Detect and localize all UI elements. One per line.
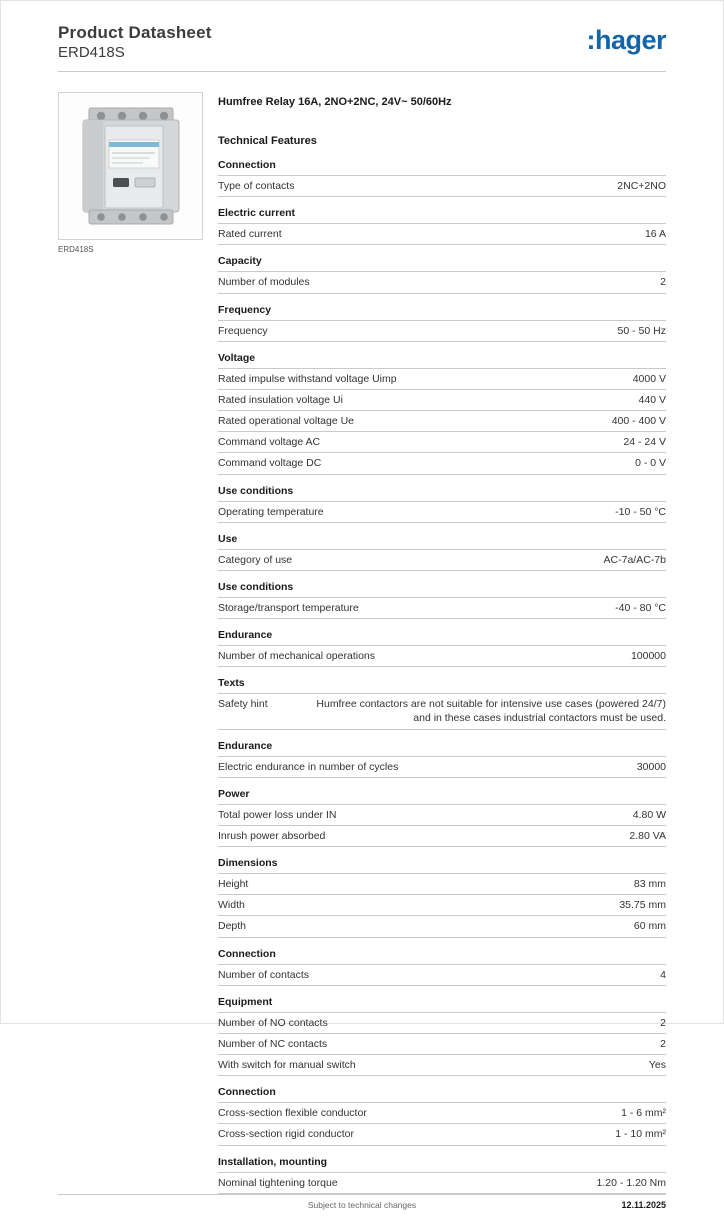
spec-row <box>218 502 666 523</box>
spec-label: Rated operational voltage Ue <box>218 415 355 428</box>
section-heading: Use conditions <box>218 581 666 598</box>
spec-label: Number of mechanical operations <box>218 650 375 663</box>
spec-value: 60 mm <box>633 920 666 933</box>
spec-row <box>218 694 666 729</box>
section-heading: Endurance <box>218 629 666 646</box>
section-heading: Power <box>218 788 666 805</box>
spec-value: 4000 V <box>632 372 666 385</box>
section-heading: Frequency <box>218 304 666 321</box>
spec-label: Rated impulse withstand voltage Uimp <box>218 372 397 385</box>
spec-label: Depth <box>218 920 247 933</box>
spec-value: 2 <box>660 1037 666 1050</box>
spec-value: 50 - 50 Hz <box>617 324 666 337</box>
spec-label: Type of contacts <box>218 180 295 192</box>
spec-row <box>218 805 666 826</box>
product-image-caption: ERD418S <box>58 245 94 254</box>
spec-label: Nominal tightening torque <box>218 1176 338 1189</box>
spec-section <box>218 996 666 1077</box>
spec-section <box>218 788 666 847</box>
spec-section <box>218 159 666 197</box>
spec-row <box>218 916 666 937</box>
spec-row <box>218 1173 666 1194</box>
section-heading: Equipment <box>218 996 666 1013</box>
spec-value: Humfree contactors are not suitable for intensive use cases (powered 24/7) and in these cases industrial contactors must be used. <box>316 698 666 725</box>
spec-label: Width <box>218 899 245 912</box>
technical-features-heading: Technical Features <box>218 135 317 147</box>
spec-value: Yes <box>648 1059 666 1072</box>
spec-label: Number of contacts <box>218 968 310 981</box>
product-code: ERD418S <box>58 44 125 61</box>
spec-label: Inrush power absorbed <box>218 829 326 842</box>
spec-value: 440 V <box>638 393 666 406</box>
spec-label: Number of modules <box>218 276 310 289</box>
spec-section <box>218 533 666 571</box>
relay-illustration <box>75 104 187 228</box>
spec-row <box>218 1124 666 1145</box>
spec-label: Category of use <box>218 553 293 566</box>
spec-value: 2.80 VA <box>629 829 666 842</box>
section-heading: Connection <box>218 1086 666 1103</box>
spec-section <box>218 485 666 523</box>
footer-note: Subject to technical changes <box>307 1199 417 1210</box>
footer-row <box>58 1200 666 1216</box>
content <box>1 72 723 1194</box>
spec-value: 35.75 mm <box>619 899 666 912</box>
section-heading: Texts <box>218 677 666 694</box>
footer-divider <box>58 1194 666 1195</box>
spec-label: Cross-section rigid conductor <box>218 1128 354 1141</box>
spec-label: Command voltage DC <box>218 457 322 470</box>
section-heading: Use <box>218 533 666 550</box>
spec-value: 2 <box>660 276 666 289</box>
spec-row <box>218 369 666 390</box>
spec-value: 1 - 6 mm² <box>621 1107 666 1120</box>
spec-value: 30000 <box>636 760 666 773</box>
spec-section <box>218 948 666 986</box>
spec-label: Cross-section flexible conductor <box>218 1107 367 1120</box>
spec-section <box>218 857 666 938</box>
spec-row <box>218 550 666 571</box>
spec-value: 1 - 10 mm² <box>615 1128 666 1141</box>
spec-value: 2NC+2NO <box>617 180 666 192</box>
spec-row <box>218 1013 666 1034</box>
spec-section <box>218 207 666 245</box>
spec-value: 400 - 400 V <box>611 415 666 428</box>
spec-value: 0 - 0 V <box>635 457 666 470</box>
section-heading: Use conditions <box>218 485 666 502</box>
spec-label: Height <box>218 878 249 891</box>
spec-value: 4 <box>660 968 666 981</box>
spec-value: 24 - 24 V <box>623 436 666 449</box>
spec-value: 1.20 - 1.20 Nm <box>596 1176 666 1189</box>
spec-section <box>218 1086 666 1145</box>
spec-label: With switch for manual switch <box>218 1059 356 1072</box>
spec-value: 83 mm <box>633 878 666 891</box>
spec-row <box>218 176 666 197</box>
spec-value: AC-7a/AC-7b <box>603 553 666 566</box>
spec-row <box>218 826 666 847</box>
footer <box>1 1194 723 1230</box>
spec-row <box>218 272 666 293</box>
header <box>1 1 723 61</box>
spec-sections <box>218 159 666 1194</box>
spec-label: Rated current <box>218 228 282 241</box>
spec-section <box>218 677 666 729</box>
section-heading: Electric current <box>218 207 666 224</box>
spec-label: Rated insulation voltage Ui <box>218 393 343 406</box>
spec-label: Frequency <box>218 324 268 337</box>
spec-section <box>218 1156 666 1194</box>
spec-section <box>218 352 666 475</box>
spec-label: Storage/transport temperature <box>218 601 359 614</box>
spec-row <box>218 224 666 245</box>
spec-row <box>218 432 666 453</box>
spec-section <box>218 581 666 619</box>
spec-row <box>218 965 666 986</box>
spec-label: Safety hint <box>218 698 268 711</box>
section-heading: Voltage <box>218 352 666 369</box>
product-image-column <box>58 92 203 254</box>
spec-value: 4.80 W <box>632 808 666 821</box>
spec-label: Command voltage AC <box>218 436 321 449</box>
product-title: Humfree Relay 16A, 2NO+2NC, 24V~ 50/60Hz <box>218 96 452 108</box>
spec-label: Total power loss under IN <box>218 808 337 821</box>
section-heading: Capacity <box>218 255 666 272</box>
section-heading: Installation, mounting <box>218 1156 666 1173</box>
spec-row <box>218 390 666 411</box>
spec-section <box>218 740 666 778</box>
footer-date: 12.11.2025 <box>621 1199 666 1210</box>
spec-label: Number of NC contacts <box>218 1037 328 1050</box>
spec-label: Operating temperature <box>218 505 324 518</box>
spec-section <box>218 304 666 342</box>
header-titles <box>58 23 212 61</box>
spec-row <box>218 453 666 474</box>
spec-value: 16 A <box>644 228 666 241</box>
spec-row <box>218 1103 666 1124</box>
spec-row <box>218 757 666 778</box>
spec-value: -10 - 50 °C <box>615 505 666 518</box>
spec-row <box>218 598 666 619</box>
section-heading: Dimensions <box>218 857 666 874</box>
spec-value: 100000 <box>630 650 666 663</box>
spec-column <box>218 92 666 1194</box>
section-heading: Endurance <box>218 740 666 757</box>
spec-row <box>218 411 666 432</box>
section-heading: Connection <box>218 948 666 965</box>
hager-logo: :hager <box>586 25 666 55</box>
section-heading: Connection <box>218 159 666 176</box>
spec-section <box>218 629 666 667</box>
spec-row <box>218 874 666 895</box>
spec-label: Number of NO contacts <box>218 1016 328 1029</box>
spec-row <box>218 1034 666 1055</box>
product-image <box>58 92 203 240</box>
page-title: Product Datasheet <box>58 23 212 42</box>
spec-label: Electric endurance in number of cycles <box>218 760 399 773</box>
spec-row <box>218 895 666 916</box>
spec-section <box>218 255 666 293</box>
spec-row <box>218 1055 666 1076</box>
spec-row <box>218 646 666 667</box>
spec-value: -40 - 80 °C <box>615 601 666 614</box>
spec-row <box>218 321 666 342</box>
spec-value: 2 <box>660 1016 666 1029</box>
